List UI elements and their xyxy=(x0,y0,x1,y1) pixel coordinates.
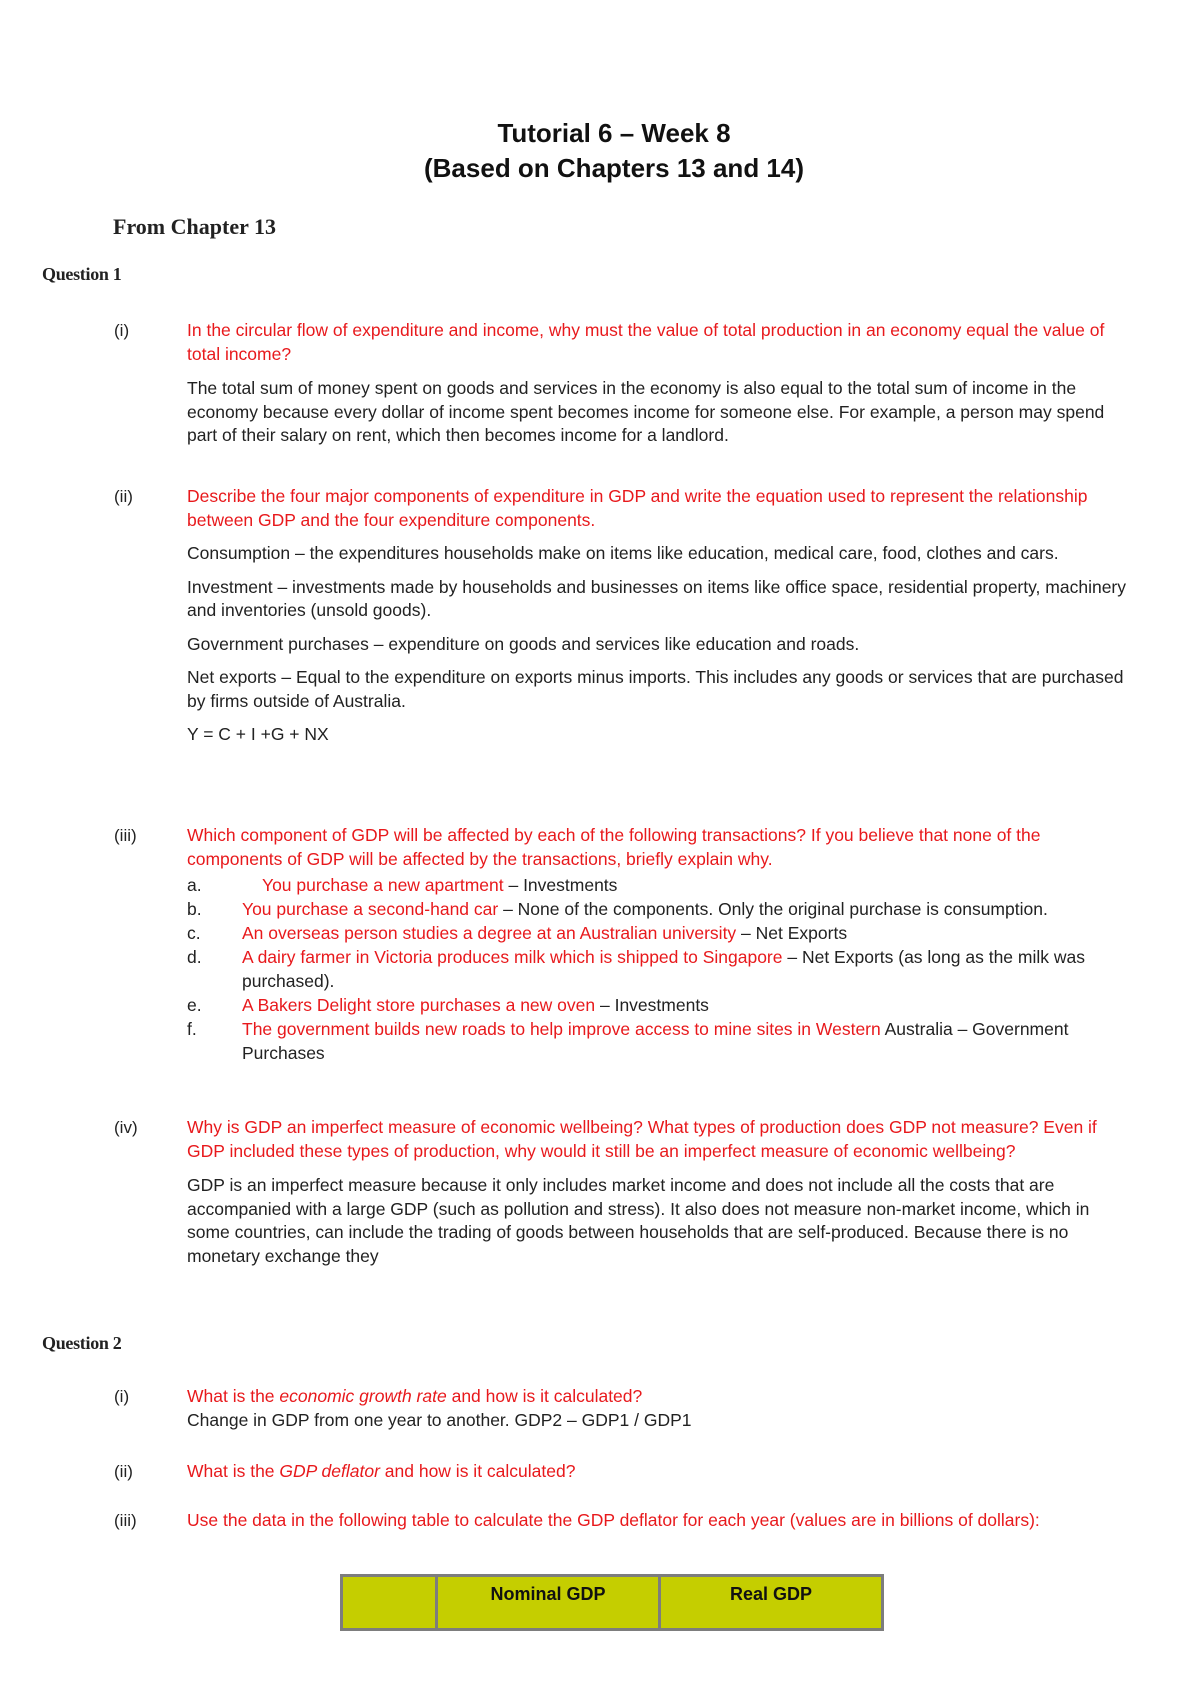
q1-ii-block xyxy=(187,485,1132,747)
q2-i-question: What is the economic growth rate and how is it calculated? xyxy=(187,1386,643,1406)
title-line-2: (Based on Chapters 13 and 14) xyxy=(424,153,804,183)
q1-iv-block xyxy=(187,1116,1132,1268)
item-letter: f. xyxy=(187,1019,197,1039)
title-line-1: Tutorial 6 – Week 8 xyxy=(497,118,731,148)
item-letter: e. xyxy=(187,995,202,1015)
q1-ii-number: (ii) xyxy=(114,487,133,506)
q1-ii-government: Government purchases – expenditure on goods and services like education and roads. xyxy=(187,633,860,654)
q1-ii-consumption: Consumption – the expenditures households make on items like education, medical care, food, clothes and cars. xyxy=(187,543,1059,563)
list-item xyxy=(187,873,1132,897)
item-transaction: A Bakers Delight store purchases a new oven xyxy=(242,995,596,1015)
list-item xyxy=(187,897,1132,921)
item-answer: – Net Exports (as long as the milk was purchased). xyxy=(242,947,1085,991)
table-header-real-gdp: Real GDP xyxy=(660,1576,883,1630)
q1-iii-question: Which component of GDP will be affected by each of the following transactions? If you believe that none of the components of GDP will be affected by the transactions, briefly explain why. xyxy=(187,825,1041,869)
q1-i-block xyxy=(187,319,1132,448)
q1-iii-block xyxy=(187,824,1132,871)
q1-iii-number: (iii) xyxy=(114,826,137,845)
item-transaction: An overseas person studies a degree at an Australian university xyxy=(242,923,737,943)
item-letter: b. xyxy=(187,899,202,919)
document-title xyxy=(0,116,1200,186)
list-item xyxy=(187,993,1132,1017)
q1-ii-question: Describe the four major components of expenditure in GDP and write the equation used to represent the relationship between GDP and the four expenditure components. xyxy=(187,486,1088,530)
term-economic-growth-rate: economic growth rate xyxy=(279,1386,447,1406)
q1-iv-number: (iv) xyxy=(114,1118,138,1137)
table-header-blank xyxy=(342,1576,437,1630)
q1-ii-equation: Y = C + I +G + NX xyxy=(187,724,329,744)
q1-iv-answer: GDP is an imperfect measure because it only includes market income and does not include all the costs that are accompanied with a large GDP (such as pollution and stress). It also does not measure non-market income, which in some countries, can include the trading of goods between households that are self-produced. Because there is no monetary exchange they xyxy=(187,1175,1090,1266)
q2-i-number: (i) xyxy=(114,1387,130,1406)
q2-iii-block xyxy=(187,1509,1132,1533)
question-2-heading: Question 2 xyxy=(42,1333,122,1353)
q1-iv-question: Why is GDP an imperfect measure of economic wellbeing? What types of production does GDP not measure? Even if GDP included these types of production, why would it still be an imperfect measure of economic wellbeing? xyxy=(187,1117,1097,1161)
item-letter: d. xyxy=(187,947,202,967)
q2-ii-question: What is the GDP deflator and how is it calculated? xyxy=(187,1461,576,1481)
chapter-heading: From Chapter 13 xyxy=(113,214,276,239)
item-transaction: The government builds new roads to help improve access to mine sites in Western xyxy=(242,1019,881,1039)
table-header-nominal-gdp: Nominal GDP xyxy=(437,1576,660,1630)
q1-i-question: In the circular flow of expenditure and income, why must the value of total production in an economy equal the value of total income? xyxy=(187,320,1105,364)
q1-iii-transactions xyxy=(187,873,1132,1065)
q1-ii-net-exports: Net exports – Equal to the expenditure on exports minus imports. This includes any goods or services that are purchased by firms outside of Australia. xyxy=(187,667,1124,711)
question-1-heading: Question 1 xyxy=(42,264,122,284)
table-header-row xyxy=(342,1576,883,1630)
q2-iii-question: Use the data in the following table to calculate the GDP deflator for each year (values are in billions of dollars): xyxy=(187,1510,1040,1530)
item-letter: a. xyxy=(187,875,202,895)
q2-iii-number: (iii) xyxy=(114,1511,137,1530)
item-answer: – Investments xyxy=(503,875,618,895)
item-transaction: You purchase a new apartment xyxy=(262,875,504,895)
item-transaction: You purchase a second-hand car xyxy=(242,899,499,919)
list-item xyxy=(187,921,1132,945)
q1-i-number: (i) xyxy=(114,321,130,340)
item-answer: – Net Exports xyxy=(736,923,848,943)
q2-i-answer: Change in GDP from one year to another. GDP2 – GDP1 / GDP1 xyxy=(187,1409,692,1430)
gdp-data-table xyxy=(340,1574,884,1631)
term-gdp-deflator: GDP deflator xyxy=(279,1461,380,1481)
list-item xyxy=(187,945,1132,993)
list-item xyxy=(187,1017,1132,1065)
q2-ii-number: (ii) xyxy=(114,1462,133,1481)
item-answer: Australia – Government Purchases xyxy=(242,1019,1069,1063)
item-letter: c. xyxy=(187,923,201,943)
item-answer: – None of the components. Only the original purchase is consumption. xyxy=(498,899,1048,919)
q1-ii-investment: Investment – investments made by households and businesses on items like office space, residential property, machinery and inventories (unsold goods). xyxy=(187,576,1127,620)
q2-ii-block xyxy=(187,1460,1132,1484)
q1-i-answer: The total sum of money spent on goods and services in the economy is also equal to the total sum of income in the economy because every dollar of income spent becomes income for someone else. For example, a person may spend part of their salary on rent, which then becomes income for a landlord. xyxy=(187,378,1105,445)
item-transaction: A dairy farmer in Victoria produces milk which is shipped to Singapore xyxy=(242,947,783,967)
item-answer: – Investments xyxy=(595,995,709,1015)
q2-i-block xyxy=(187,1385,1132,1432)
